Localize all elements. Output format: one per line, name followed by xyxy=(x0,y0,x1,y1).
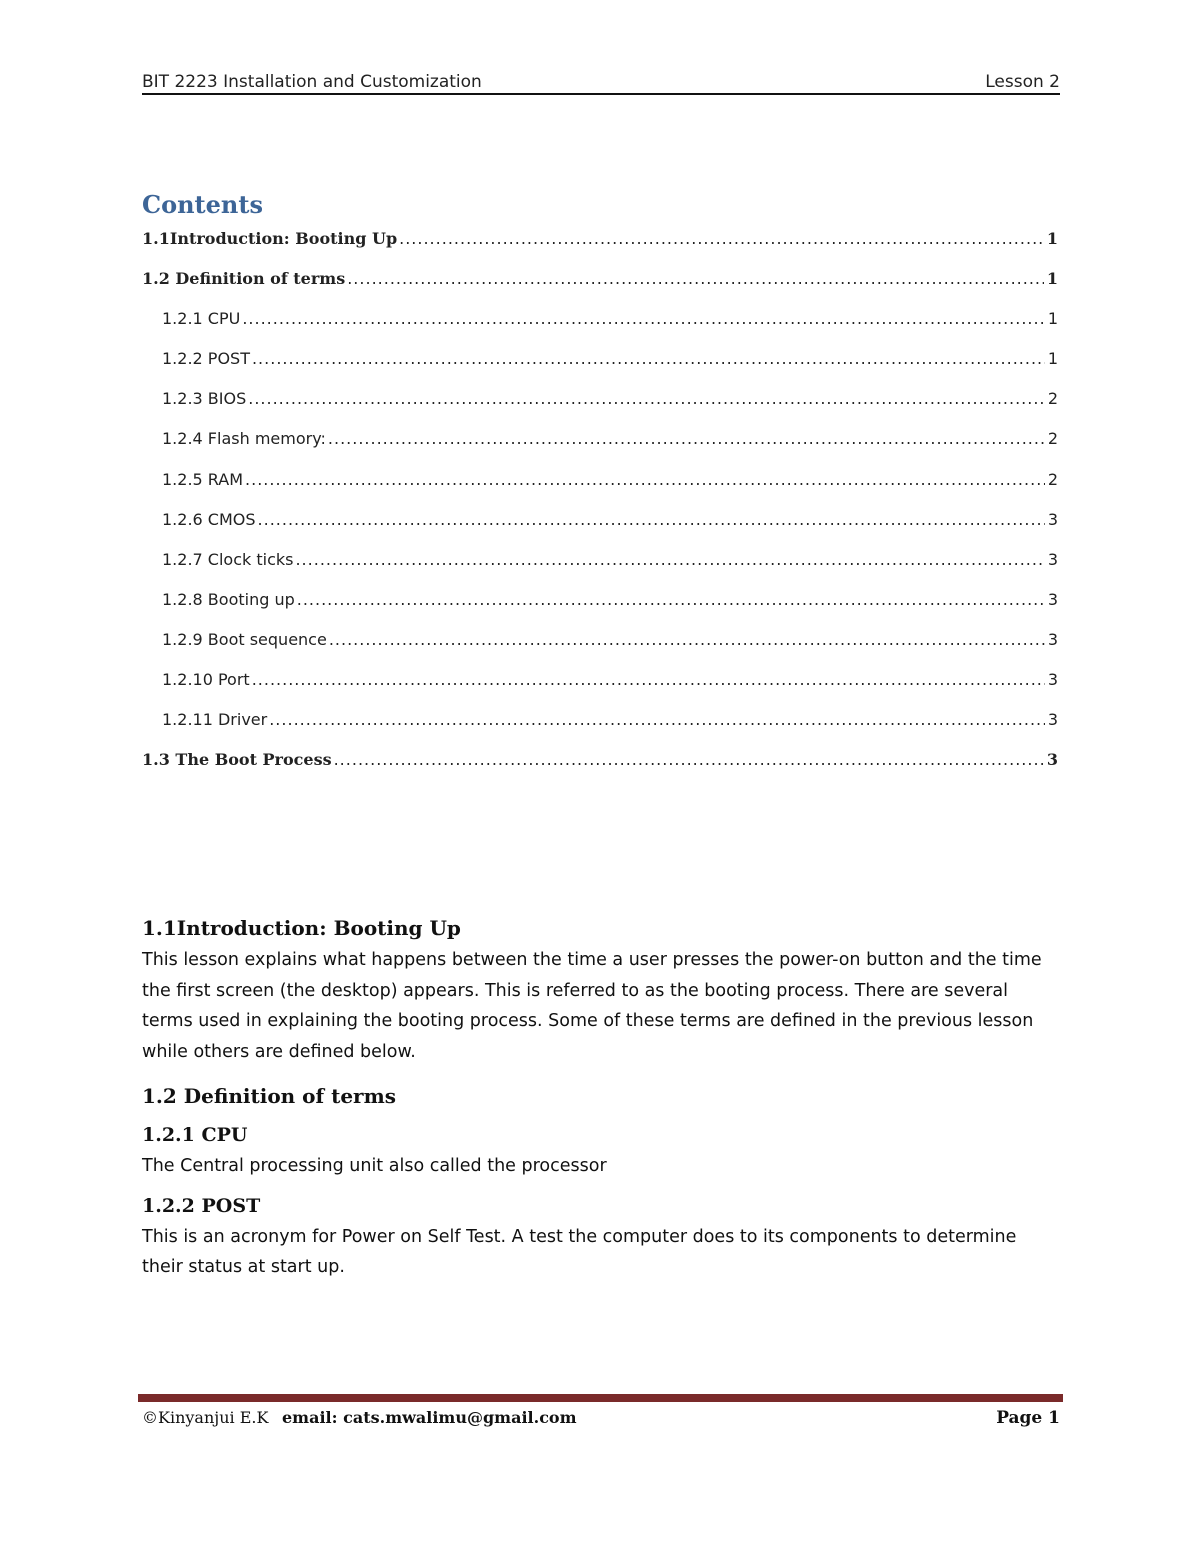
header-lesson-label: Lesson 2 xyxy=(985,72,1060,92)
toc-entry-page: 3 xyxy=(1046,750,1058,770)
toc-entry-label: 1.1Introduction: Booting Up xyxy=(142,229,398,248)
toc-entry[interactable] xyxy=(142,428,1058,468)
toc-leader-dots xyxy=(328,428,1045,450)
toc-leader-dots xyxy=(329,629,1045,651)
intro-heading: 1.1Introduction: Booting Up xyxy=(142,916,461,940)
toc-entry[interactable] xyxy=(142,388,1058,428)
toc-leader-dots xyxy=(347,268,1044,290)
toc-entry-label: 1.2.6 CMOS xyxy=(162,509,256,529)
toc-leader-dots xyxy=(252,669,1045,691)
toc-entry[interactable] xyxy=(142,509,1058,549)
cpu-paragraph: The Central processing unit also called the processor xyxy=(142,1156,607,1176)
toc-entry[interactable] xyxy=(142,268,1058,308)
toc-entry[interactable] xyxy=(142,589,1058,629)
toc-entry-page: 2 xyxy=(1047,389,1058,409)
toc-entry-page: 1 xyxy=(1047,349,1058,369)
toc-leader-dots xyxy=(248,388,1045,410)
toc-leader-dots xyxy=(399,228,1044,250)
toc-leader-dots xyxy=(297,589,1045,611)
definitions-heading: 1.2 Definition of terms xyxy=(142,1084,397,1108)
toc-entry[interactable] xyxy=(142,709,1058,749)
header-rule xyxy=(142,93,1060,95)
document-body xyxy=(142,913,1062,1283)
footer-rule xyxy=(138,1394,1063,1402)
cpu-heading: 1.2.1 CPU xyxy=(142,1124,248,1146)
toc-entry[interactable] xyxy=(142,549,1058,589)
toc-entry-page: 3 xyxy=(1047,509,1058,529)
toc-entry-label: 1.2.10 Port xyxy=(162,670,250,690)
toc-entry-label: 1.2.4 Flash memory: xyxy=(162,429,326,449)
toc-entry-label: 1.2.8 Booting up xyxy=(162,589,295,609)
toc-entry[interactable] xyxy=(142,228,1058,268)
toc-title: Contents xyxy=(142,190,263,219)
toc-entry-label: 1.2.5 RAM xyxy=(162,469,244,489)
footer-page-number: Page 1 xyxy=(996,1408,1060,1428)
toc-leader-dots xyxy=(334,749,1044,771)
toc-entry[interactable] xyxy=(142,469,1058,509)
footer-email: email: cats.mwalimu@gmail.com xyxy=(282,1408,577,1427)
post-heading: 1.2.2 POST xyxy=(142,1194,261,1217)
footer-copyright: ©Kinyanjui E.K xyxy=(142,1408,269,1427)
post-paragraph: This is an acronym for Power on Self Test. A test the computer does to its components to determine their status at start up. xyxy=(142,1226,1017,1277)
toc-entry-label: 1.3 The Boot Process xyxy=(142,750,332,770)
toc-entry-page: 3 xyxy=(1047,629,1058,649)
toc-entry[interactable] xyxy=(142,749,1058,789)
toc-leader-dots xyxy=(252,348,1045,370)
toc-leader-dots xyxy=(245,469,1045,491)
toc-entry-page: 2 xyxy=(1047,429,1058,449)
toc-entry-label: 1.2.3 BIOS xyxy=(162,389,247,409)
toc-entry-label: 1.2.9 Boot sequence xyxy=(162,629,327,649)
toc-entry[interactable] xyxy=(142,348,1058,388)
toc-entry-page: 1 xyxy=(1046,229,1058,248)
toc-entry-label: 1.2.2 POST xyxy=(162,349,250,369)
toc-entry-page: 1 xyxy=(1046,269,1058,289)
toc-entry[interactable] xyxy=(142,308,1058,348)
toc-leader-dots xyxy=(295,549,1044,571)
toc-entry-label: 1.2.11 Driver xyxy=(162,710,268,730)
toc-entry-page: 3 xyxy=(1047,549,1058,569)
toc-entry-page: 1 xyxy=(1047,309,1058,329)
table-of-contents xyxy=(142,228,1058,789)
toc-entry[interactable] xyxy=(142,669,1058,709)
toc-entry-label: 1.2.1 CPU xyxy=(162,309,241,329)
toc-entry[interactable] xyxy=(142,629,1058,669)
toc-entry-page: 3 xyxy=(1047,670,1058,690)
toc-entry-label: 1.2.7 Clock ticks xyxy=(162,549,294,569)
toc-entry-page: 3 xyxy=(1047,710,1058,730)
toc-leader-dots xyxy=(269,709,1045,731)
header-course-title: BIT 2223 Installation and Customization xyxy=(142,72,482,92)
toc-leader-dots xyxy=(258,509,1045,531)
intro-paragraph: This lesson explains what happens between the time a user presses the power-on button and the time the first screen (the desktop) appears. This is referred to as the booting process. There are several terms used in explaining the booting process. Some of these terms are defined in the previous lesson while others are defined below. xyxy=(142,950,1042,1062)
toc-entry-label: 1.2 Definition of terms xyxy=(142,269,346,289)
toc-entry-page: 3 xyxy=(1047,589,1058,609)
page-footer xyxy=(142,1408,1060,1432)
toc-leader-dots xyxy=(242,308,1044,330)
toc-entry-page: 2 xyxy=(1047,469,1058,489)
